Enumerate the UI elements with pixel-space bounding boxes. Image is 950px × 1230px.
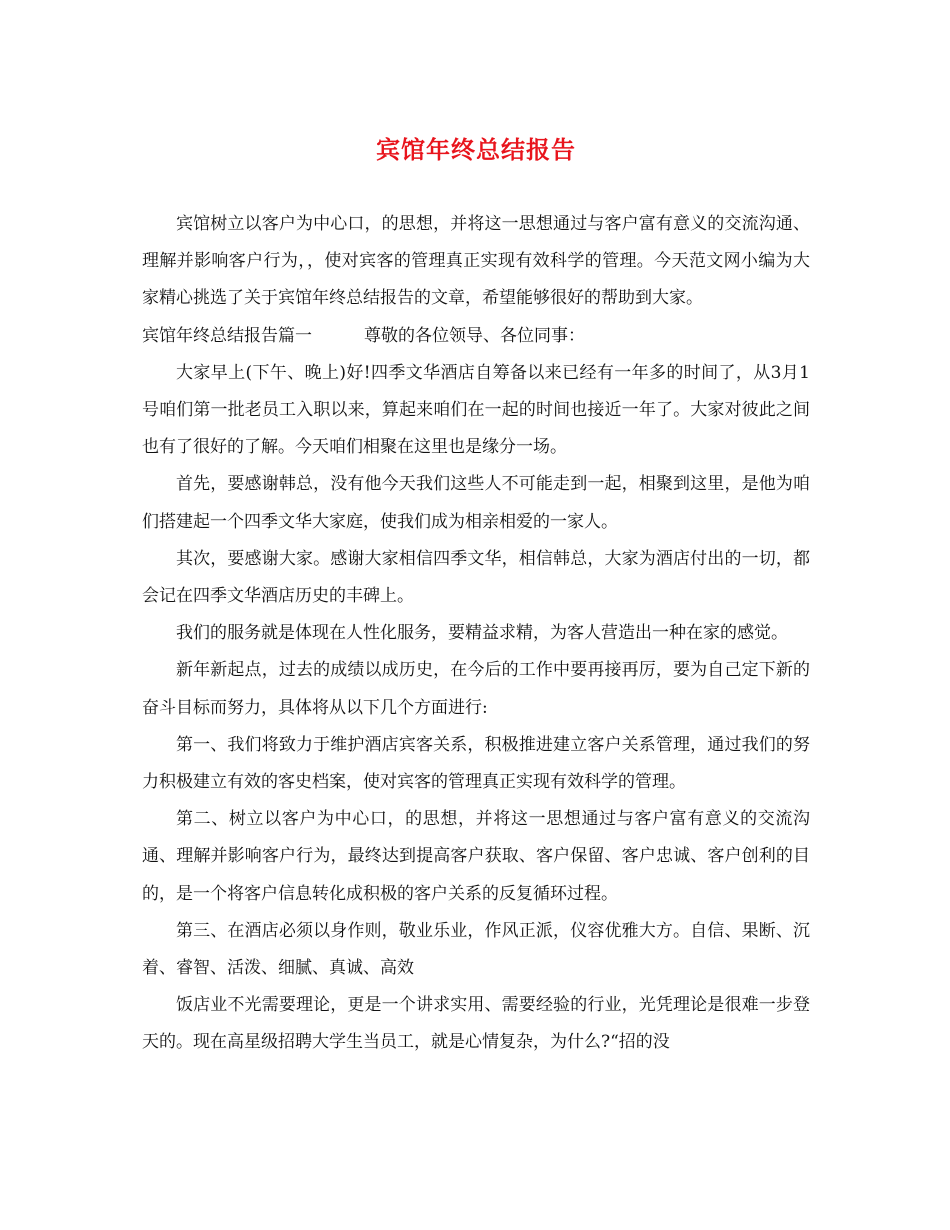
body-paragraph: 我们的服务就是体现在人性化服务，要精益求精，为客人营造出一种在家的感觉。 [176, 623, 788, 644]
body-paragraph: 饭店业不光需要理论，更是一个讲求实用、需要经验的行业，光凭理论是很难一步登天的。现在高星级招聘大学生当员工，就是心情复杂，为什么?“招的没 [142, 995, 810, 1053]
section-heading: 宾馆年终总结报告篇一 [142, 325, 312, 346]
body-paragraph: 第三、在酒店必须以身作则，敬业乐业，作风正派，仪容优雅大方。自信、果断、沉着、睿智、活泼、细腻、真诚、高效 [142, 920, 810, 979]
body-paragraph: 其次，要感谢大家。感谢大家相信四季文华，相信韩总，大家为酒店付出的一切，都会记在四季文华酒店历史的丰碑上。 [142, 548, 810, 607]
body-paragraph: 大家早上(下午、晚上)好!四季文华酒店自筹备以来已经有一年多的时间了，从3月1号咱们第一批老员工入职以来，算起来咱们在一起的时间也接近一年了。大家对彼此之间也有了很好的了解。今天咱们相聚在这里也是缘分一场。 [142, 362, 810, 458]
section-heading-line [142, 318, 810, 355]
document-body [142, 206, 810, 1062]
body-paragraph: 第一、我们将致力于维护酒店宾客关系，积极推进建立客户关系管理，通过我们的努力积极建立有效的客史档案，使对宾客的管理真正实现有效科学的管理。 [142, 734, 810, 793]
body-paragraph: 新年新起点，过去的成绩以成历史，在今后的工作中要再接再厉，要为自己定下新的奋斗目标而努力，具体将从以下几个方面进行: [142, 660, 810, 718]
body-paragraph: 首先，要感谢韩总，没有他今天我们这些人不可能走到一起，相聚到这里，是他为咱们搭建起一个四季文华大家庭，使我们成为相亲相爱的一家人。 [142, 474, 810, 532]
document-title: 宾馆年终总结报告 [376, 135, 576, 164]
body-paragraph: 第二、树立以客户为中心口，的思想，并将这一思想通过与客户富有意义的交流沟通、理解并影响客户行为，最终达到提高客户获取、客户保留、客户忠诚、客户创利的目的，是一个将客户信息转化成积极的客户关系的反复循环过程。 [142, 809, 810, 904]
salutation: 尊敬的各位领导、各位同事： [364, 325, 585, 346]
intro-paragraph: 宾馆树立以客户为中心口，的思想，并将这一思想通过与客户富有意义的交流沟通、理解并影响客户行为，，使对宾客的管理真正实现有效科学的管理。今天范文网小编为大家精心挑选了关于宾馆年终总结报告的文章，希望能够很好的帮助到大家。 [142, 214, 810, 309]
